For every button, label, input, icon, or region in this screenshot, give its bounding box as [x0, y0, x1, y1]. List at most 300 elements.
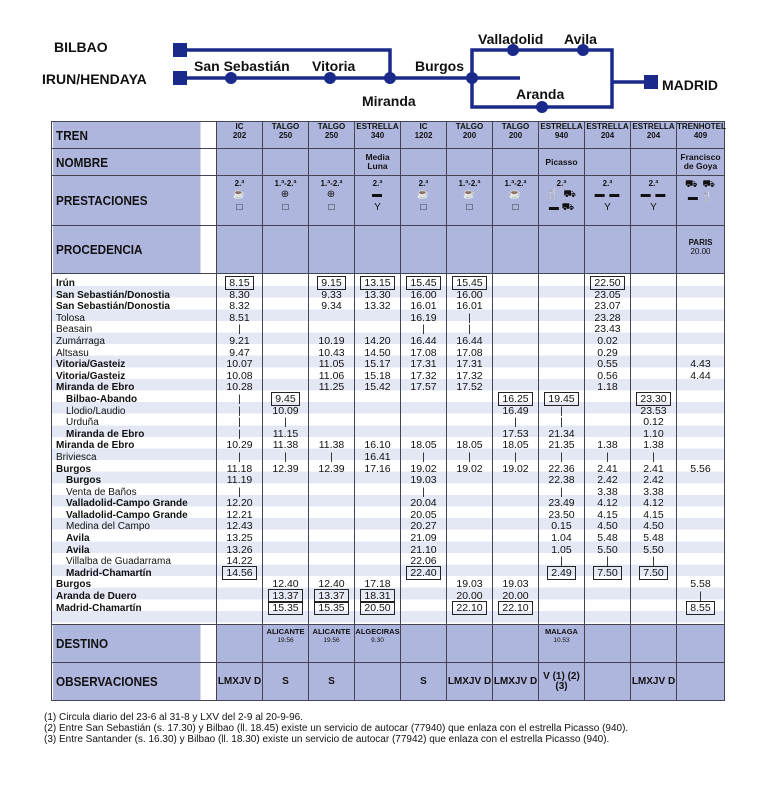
- time-cell: [539, 348, 584, 360]
- times-list: [355, 274, 400, 614]
- time-value: 11.38: [318, 439, 345, 452]
- time-cell: [493, 313, 538, 325]
- times-column: [631, 274, 677, 625]
- time-value: 19.02: [502, 462, 529, 475]
- destination-cell: [631, 625, 677, 663]
- time-cell: [217, 603, 262, 615]
- time-cell: [493, 498, 538, 510]
- time-value: |: [238, 404, 241, 417]
- times-list: [401, 274, 446, 614]
- time-value: 0.56: [597, 369, 618, 382]
- time-cell: [677, 440, 724, 452]
- time-value: 1.38: [643, 439, 664, 452]
- time-cell: [447, 475, 492, 487]
- time-value: 0.02: [597, 334, 618, 347]
- time-value: 22.06: [410, 555, 437, 568]
- train-number: 340: [370, 131, 385, 140]
- time-value: 11.38: [272, 439, 299, 452]
- service-icon: ▬ ⛟: [548, 202, 575, 213]
- row-label-nombre: NOMBRE: [52, 149, 201, 176]
- services-cell: [677, 176, 725, 226]
- time-value: 5.56: [690, 462, 711, 475]
- travel-class: 2.ª: [648, 179, 659, 188]
- time-cell: [631, 579, 676, 591]
- time-value: 3.38: [597, 485, 618, 498]
- time-cell: [447, 556, 492, 568]
- train-type: IC: [419, 122, 428, 131]
- time-cell: [447, 545, 492, 557]
- service-icon: Y: [650, 202, 657, 213]
- time-value: 16.41: [364, 450, 391, 463]
- train-name: Francisco de Goya: [680, 152, 721, 171]
- time-value: 18.05: [456, 439, 483, 452]
- time-value: 5.58: [690, 578, 711, 591]
- time-cell: [677, 545, 724, 557]
- station-marker-irun: [173, 71, 187, 85]
- time-cell: [585, 568, 630, 580]
- time-cell: [355, 498, 400, 510]
- time-cell: [309, 382, 354, 394]
- time-cell: [309, 487, 354, 499]
- time-value: 13.30: [364, 288, 391, 301]
- destination-city: ALICANTE: [266, 627, 305, 636]
- time-value: 9.47: [229, 346, 250, 359]
- train-name-cell: [355, 149, 401, 176]
- train-number: 200: [508, 131, 523, 140]
- time-cell: [263, 278, 308, 290]
- services-cell: [631, 176, 677, 226]
- time-cell: [493, 278, 538, 290]
- time-cell: [539, 591, 584, 603]
- time-value: |: [560, 450, 563, 463]
- time-cell: [677, 533, 724, 545]
- time-value: 13.26: [226, 543, 253, 556]
- station-name: Zumárraga: [56, 335, 105, 347]
- time-value: |: [238, 323, 241, 336]
- observations-days: LMXJV D: [217, 675, 262, 687]
- station-name: Urduña: [66, 417, 99, 429]
- time-cell: [263, 545, 308, 557]
- train-type-cell: [263, 122, 309, 149]
- station-name: Madrid-Chamartín: [66, 567, 152, 579]
- time-value: |: [284, 416, 287, 429]
- times-list: [493, 274, 538, 614]
- time-cell: [539, 324, 584, 336]
- time-value: |: [514, 416, 517, 429]
- time-cell: [493, 521, 538, 533]
- row-label-prestaciones: PRESTACIONES: [52, 176, 201, 226]
- service-icon: ⊕: [326, 189, 337, 200]
- time-cell: [447, 533, 492, 545]
- station-label-madrid: MADRID: [662, 77, 718, 93]
- time-value: 17.31: [410, 358, 437, 371]
- train-name: Picasso: [545, 156, 578, 167]
- time-value: 23.05: [594, 288, 621, 301]
- station-name: Venta de Baños: [66, 486, 137, 498]
- time-value: |: [606, 450, 609, 463]
- service-icon: ▬: [372, 189, 383, 200]
- service-icon: □: [282, 202, 289, 213]
- time-cell: [539, 301, 584, 313]
- time-value: |: [422, 485, 425, 498]
- time-cell: [263, 359, 308, 371]
- time-value: 5.50: [597, 543, 618, 556]
- train-type: ESTRELLA: [586, 122, 629, 131]
- train-name-cell: [493, 149, 539, 176]
- time-cell: [355, 475, 400, 487]
- travel-class: 1.ª-2.ª: [504, 179, 527, 188]
- time-value: 11.06: [318, 369, 345, 382]
- times-column: [677, 274, 725, 625]
- time-cell: [677, 371, 724, 383]
- time-cell: [355, 313, 400, 325]
- time-cell: [539, 278, 584, 290]
- time-cell: [263, 533, 308, 545]
- times-list: [631, 274, 676, 614]
- observations-cell: [585, 663, 631, 701]
- time-cell: [631, 278, 676, 290]
- time-cell: [263, 464, 308, 476]
- observations-days: LMXJV D: [493, 675, 538, 687]
- time-value: 4.15: [643, 508, 664, 521]
- train-type: TALGO: [317, 122, 346, 131]
- time-value: 17.31: [456, 358, 483, 371]
- train-number: 1202: [414, 131, 433, 140]
- train-name-cell: [401, 149, 447, 176]
- time-cell: [309, 475, 354, 487]
- station-name: Aranda de Duero: [56, 591, 137, 603]
- travel-class: 2.ª: [418, 179, 429, 188]
- time-value: 15.35: [268, 601, 302, 615]
- time-cell: [585, 417, 630, 429]
- time-cell: [263, 348, 308, 360]
- train-type-cell: [677, 122, 725, 149]
- services-cell: [493, 176, 539, 226]
- train-type: TALGO: [271, 122, 300, 131]
- observations-days: S: [282, 675, 289, 687]
- time-cell: [355, 533, 400, 545]
- service-icon: □: [328, 202, 335, 213]
- station-name: Vitoria/Gasteiz: [56, 359, 126, 371]
- train-number: 940: [554, 131, 569, 140]
- destination-time: 9.30: [371, 637, 384, 644]
- times-column: [217, 274, 263, 625]
- station-label-burgos: Burgos: [415, 58, 464, 74]
- time-cell: [539, 603, 584, 615]
- destination-city: ALGECIRAS: [355, 627, 400, 636]
- service-icon: ⛟ ⛟: [685, 179, 716, 190]
- timetable: [51, 121, 725, 701]
- times-list: [539, 274, 584, 614]
- time-value: 21.09: [410, 532, 437, 545]
- time-value: 3.38: [643, 485, 664, 498]
- services-cell: [263, 176, 309, 226]
- services-cell: [217, 176, 263, 226]
- time-cell: [493, 510, 538, 522]
- time-value: 10.28: [226, 381, 253, 394]
- time-cell: [263, 498, 308, 510]
- destination-cell: [493, 625, 539, 663]
- time-value: 2.42: [643, 474, 664, 487]
- time-cell: [493, 371, 538, 383]
- time-value: |: [468, 311, 471, 324]
- time-cell: [263, 290, 308, 302]
- time-cell: [309, 498, 354, 510]
- time-cell: [447, 417, 492, 429]
- time-value: 13.37: [268, 589, 302, 603]
- time-value: |: [238, 485, 241, 498]
- times-list: [309, 274, 354, 614]
- train-name-cell: [217, 149, 263, 176]
- origin-cell: [585, 226, 631, 274]
- time-value: 2.41: [643, 462, 664, 475]
- observations-cell: [401, 663, 447, 701]
- observations-cell: [493, 663, 539, 701]
- service-icon: ▬ ▬: [640, 189, 667, 200]
- time-value: 14.22: [226, 555, 253, 568]
- time-value: 22.10: [498, 601, 532, 615]
- row-label-destino: DESTINO: [52, 625, 201, 663]
- time-cell: [631, 591, 676, 603]
- times-list: [677, 274, 724, 614]
- travel-class: 2.ª: [234, 179, 245, 188]
- time-cell: [401, 382, 446, 394]
- station-name: Tolosa: [56, 312, 85, 324]
- service-icon: ☕: [232, 189, 247, 200]
- train-name-cell: [447, 149, 493, 176]
- time-value: 16.19: [410, 311, 437, 324]
- time-value: 12.40: [272, 578, 299, 591]
- time-value: |: [468, 450, 471, 463]
- time-value: 11.18: [226, 462, 253, 475]
- times-column: [401, 274, 447, 625]
- time-value: 2.49: [547, 566, 575, 580]
- time-value: 18.05: [502, 439, 529, 452]
- time-value: 23.30: [636, 392, 670, 406]
- train-name: Media Luna: [365, 152, 390, 171]
- train-number: 204: [600, 131, 615, 140]
- train-number: 250: [324, 131, 339, 140]
- time-cell: [677, 382, 724, 394]
- train-type: IC: [235, 122, 244, 131]
- observations-days: LMXJV D: [631, 675, 676, 687]
- time-value: 23.07: [594, 300, 621, 313]
- train-type-cell: [401, 122, 447, 149]
- time-value: 20.05: [410, 508, 437, 521]
- train-type: TALGO: [455, 122, 484, 131]
- time-value: 17.57: [410, 381, 437, 394]
- station-name: Bilbao-Abando: [66, 393, 138, 405]
- service-icon: □: [466, 202, 473, 213]
- origin-cell: [401, 226, 447, 274]
- time-cell: [263, 510, 308, 522]
- station-label-vitoria: Vitoria: [312, 58, 356, 74]
- time-cell: [217, 591, 262, 603]
- time-cell: [493, 324, 538, 336]
- time-cell: [493, 301, 538, 313]
- time-cell: [355, 464, 400, 476]
- station-dot-aranda: [536, 101, 548, 113]
- time-value: 16.00: [410, 288, 437, 301]
- destination-time: 10.53: [553, 637, 570, 644]
- station-marker-madrid: [644, 75, 658, 89]
- time-cell: [677, 417, 724, 429]
- observations-cell: [677, 663, 725, 701]
- time-cell: [493, 533, 538, 545]
- time-value: 20.00: [502, 590, 529, 603]
- time-value: 0.15: [551, 520, 572, 533]
- time-cell: [677, 510, 724, 522]
- footnote: (3) Entre Santander (s. 16.30) y Bilbao (ll. 18.30) existe un servicio de autocar (77942) que enlaza con el estrella Picasso (940).: [44, 734, 610, 745]
- time-value: |: [238, 416, 241, 429]
- time-value: 19.45: [544, 392, 578, 406]
- train-name-cell: [309, 149, 355, 176]
- train-type: TALGO: [501, 122, 530, 131]
- train-number: 204: [646, 131, 661, 140]
- time-cell: [309, 603, 354, 615]
- station-name: Miranda de Ebro: [56, 382, 135, 394]
- observations-days: V (1) (2) (3): [543, 670, 580, 692]
- time-cell: [447, 382, 492, 394]
- time-cell: [631, 348, 676, 360]
- time-cell: [355, 301, 400, 313]
- time-value: 17.18: [364, 578, 391, 591]
- observations-cell: [355, 663, 401, 701]
- time-cell: [355, 382, 400, 394]
- station-label-bilbao: BILBAO: [54, 39, 108, 55]
- time-value: 12.39: [318, 462, 345, 475]
- station-name: Medina del Campo: [66, 521, 150, 533]
- footnotes: [44, 712, 744, 745]
- origin-cell: [631, 226, 677, 274]
- destination-time: 19.56: [323, 637, 340, 644]
- time-cell: [263, 603, 308, 615]
- time-cell: [677, 394, 724, 406]
- service-icon: ☕: [508, 189, 523, 200]
- train-name-cell: [677, 149, 725, 176]
- train-type-cell: [217, 122, 263, 149]
- observations-cell: [263, 663, 309, 701]
- train-number: 202: [232, 131, 247, 140]
- travel-class: 2.ª: [602, 179, 613, 188]
- time-value: |: [699, 590, 702, 603]
- times-list: [263, 274, 308, 614]
- time-value: 8.32: [229, 300, 250, 313]
- destination-cell: [217, 625, 263, 663]
- footnote: (1) Circula diario del 23-6 al 31-8 y LXV del 2-9 al 20-9-96.: [44, 712, 304, 723]
- time-value: 22.50: [590, 276, 624, 290]
- train-type: ESTRELLA: [632, 122, 675, 131]
- train-number: 250: [278, 131, 293, 140]
- time-value: 8.55: [686, 601, 714, 615]
- destination-cell: [263, 625, 309, 663]
- time-cell: [631, 568, 676, 580]
- times-column: [309, 274, 355, 625]
- station-label-irun: IRUN/HENDAYA: [42, 71, 147, 87]
- time-value: 14.20: [364, 334, 391, 347]
- time-cell: [493, 603, 538, 615]
- time-cell: [309, 394, 354, 406]
- train-type-cell: [585, 122, 631, 149]
- train-name-cell: [263, 149, 309, 176]
- station-marker-bilbao: [173, 43, 187, 57]
- observations-days: S: [328, 675, 335, 687]
- station-name: Madrid-Chamartín: [56, 602, 142, 614]
- service-icon: □: [236, 202, 243, 213]
- time-cell: [263, 556, 308, 568]
- travel-class: 1.ª-2.ª: [274, 179, 297, 188]
- time-value: 4.15: [597, 508, 618, 521]
- times-column: [585, 274, 631, 625]
- observations-cell: [309, 663, 355, 701]
- time-value: 14.50: [364, 346, 391, 359]
- station-name: Beasain: [56, 324, 93, 336]
- time-cell: [447, 521, 492, 533]
- station-label-valladolid: Valladolid: [478, 31, 544, 47]
- footnote: (2) Entre San Sebastián (s. 17.30) y Bilbao (ll. 18.45) existe un servicio de autocar (77940) que enlaza con el estrella Picasso (940).: [44, 723, 629, 734]
- time-cell: [447, 510, 492, 522]
- station-name: Irún: [56, 278, 75, 289]
- time-value: 19.03: [502, 578, 529, 591]
- destination-cell: [401, 625, 447, 663]
- time-value: |: [238, 450, 241, 463]
- observations-days: S: [420, 675, 427, 687]
- time-value: 0.55: [597, 358, 618, 371]
- time-value: 16.44: [456, 334, 483, 347]
- time-cell: [355, 406, 400, 418]
- time-cell: [585, 591, 630, 603]
- times-list: [447, 274, 492, 614]
- time-cell: [677, 487, 724, 499]
- time-value: 9.21: [229, 334, 250, 347]
- time-cell: [401, 394, 446, 406]
- time-cell: [493, 487, 538, 499]
- time-value: |: [606, 555, 609, 568]
- time-cell: [677, 290, 724, 302]
- station-dot-miranda: [384, 72, 396, 84]
- time-value: 22.38: [548, 474, 575, 487]
- time-value: 23.53: [640, 404, 667, 417]
- time-value: 2.42: [597, 474, 618, 487]
- train-name-cell: [585, 149, 631, 176]
- time-cell: [585, 382, 630, 394]
- station-name: Miranda de Ebro: [56, 440, 135, 452]
- time-cell: [539, 579, 584, 591]
- time-value: 19.03: [410, 474, 437, 487]
- time-value: 23.43: [594, 323, 621, 336]
- time-value: 2.41: [597, 462, 618, 475]
- time-cell: [309, 417, 354, 429]
- time-cell: [217, 579, 262, 591]
- time-cell: [493, 464, 538, 476]
- time-value: 11.25: [318, 381, 345, 394]
- time-value: |: [284, 450, 287, 463]
- time-value: 4.50: [643, 520, 664, 533]
- service-icon: 🍴 ⛟: [546, 189, 577, 200]
- station-name: Llodio/Laudio: [66, 405, 126, 417]
- time-cell: [447, 394, 492, 406]
- time-value: 13.25: [226, 532, 253, 545]
- destination-cell: [539, 625, 585, 663]
- station-name: San Sebastián/Donostia: [56, 289, 170, 301]
- services-cell: [447, 176, 493, 226]
- time-cell: [263, 487, 308, 499]
- service-icon: Y: [374, 202, 381, 213]
- time-cell: [493, 359, 538, 371]
- observations-days: LMXJV D: [447, 675, 492, 687]
- time-cell: [677, 475, 724, 487]
- times-column: [539, 274, 585, 625]
